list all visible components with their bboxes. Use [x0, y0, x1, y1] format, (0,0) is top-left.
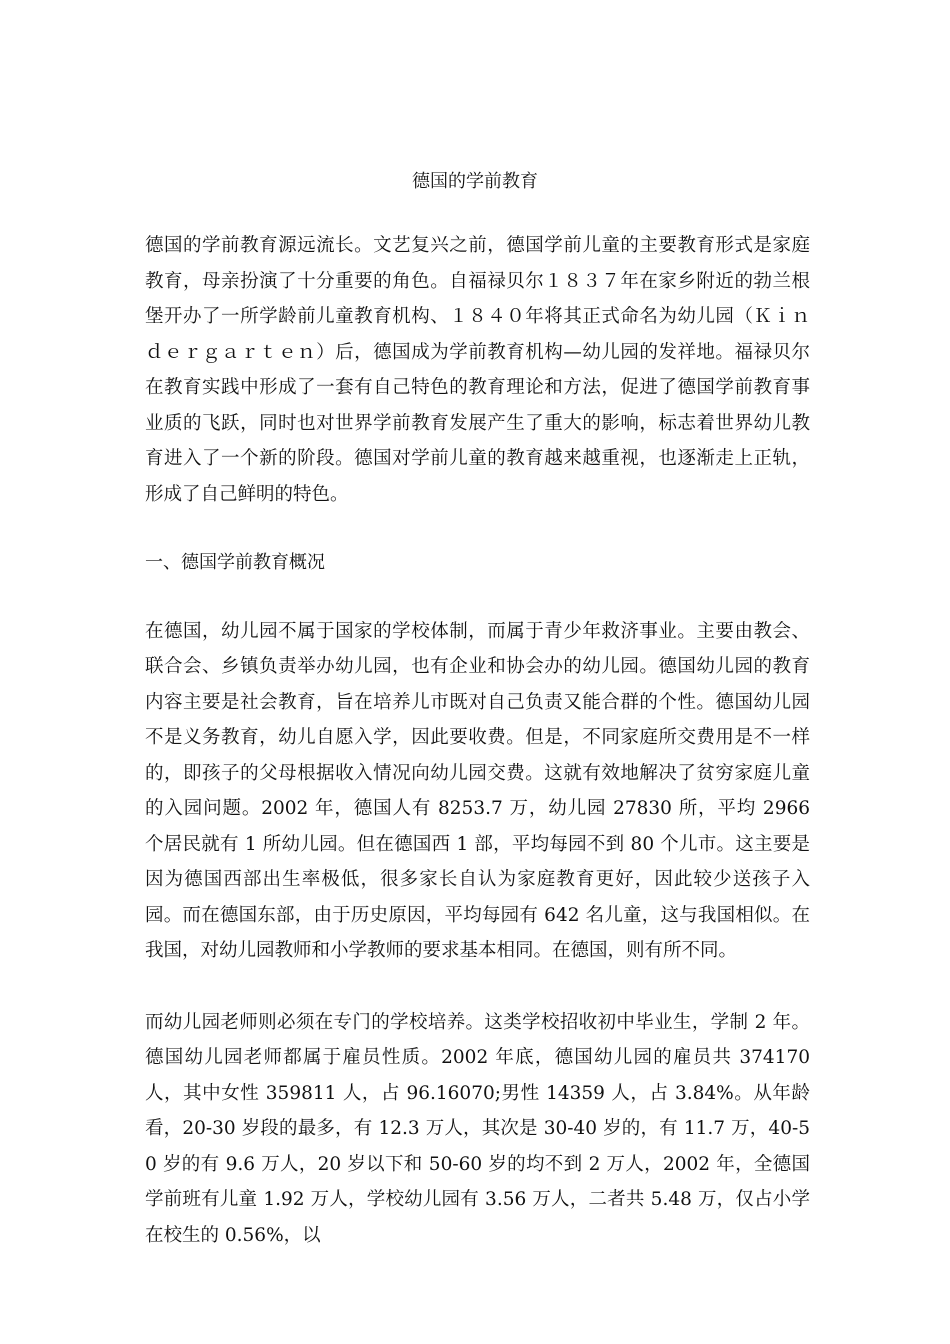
body-paragraph-2: 而幼儿园老师则必须在专门的学校培养。这类学校招收初中毕业生，学制 2 年。德国幼儿园老师都属于雇员性质。2002 年底，德国幼儿园的雇员共 374170 人，其中女性 359811 人，占 96.16070;男性 14359 人，占 3.84%。从年龄看，20-30 岁段的最多，有 12.3 万人，其次是 30-40 岁的，有 11.7 万，40-50 岁的有 9.6 万人，20 岁以下和 50-60 岁的均不到 2 万人，2002 年，全德国学前班有儿童 1.92 万人，学校幼儿园有 3.56 万人，二者共 5.48 万，仅占小学在校生的 0.56%，以 — [145, 1011, 810, 1246]
intro-paragraph: 德国的学前教育源远流长。文艺复兴之前，德国学前儿童的主要教育形式是家庭教育，母亲扮演了十分重要的角色。自福禄贝尔１８３７年在家乡附近的勃兰根堡开办了一所学龄前儿童教育机构、１８４０年将其正式命名为幼儿园（Ｋｉｎｄｅｒｇａｒｔｅｎ）后，德国成为学前教育机构—幼儿园的发祥地。福禄贝尔在教育实践中形成了一套有自己特色的教育理论和方法，促进了德国学前教育事业质的飞跃，同时也对世界学前教育发展产生了重大的影响，标志着世界幼儿教育进入了一个新的阶段。德国对学前儿童的教育越来越重视，也逐渐走上正轨，形成了自己鲜明的特色。 — [145, 235, 810, 505]
document-body — [145, 228, 810, 1253]
document-title: 德国的学前教育 — [412, 171, 538, 192]
section-heading: 一、德国学前教育概况 — [145, 552, 325, 573]
body-paragraph-1: 在德国，幼儿园不属于国家的学校体制，而属于青少年救济事业。主要由教会、联合会、乡镇负责举办幼儿园，也有企业和协会办的幼儿园。德国幼儿园的教育内容主要是社会教育，旨在培养儿市既对自己负责又能合群的个性。德国幼儿园不是义务教育，幼儿自愿入学，因此要收费。但是，不同家庭所交费用是不一样的，即孩子的父母根据收入情况向幼儿园交费。这就有效地解决了贫穷家庭儿童的入园问题。2002 年，德国人有 8253.7 万，幼儿园 27830 所，平均 2966 个居民就有 1 所幼儿园。但在德国西 1 部，平均每园不到 80 个儿市。这主要是因为德国西部出生率极低，很多家长自认为家庭教育更好，因此较少送孩子入园。而在德国东部，由于历史原因，平均每园有 642 名儿童，这与我国相似。在我国，对幼儿园教师和小学教师的要求基本相同。在德国，则有所不同。 — [145, 620, 810, 961]
